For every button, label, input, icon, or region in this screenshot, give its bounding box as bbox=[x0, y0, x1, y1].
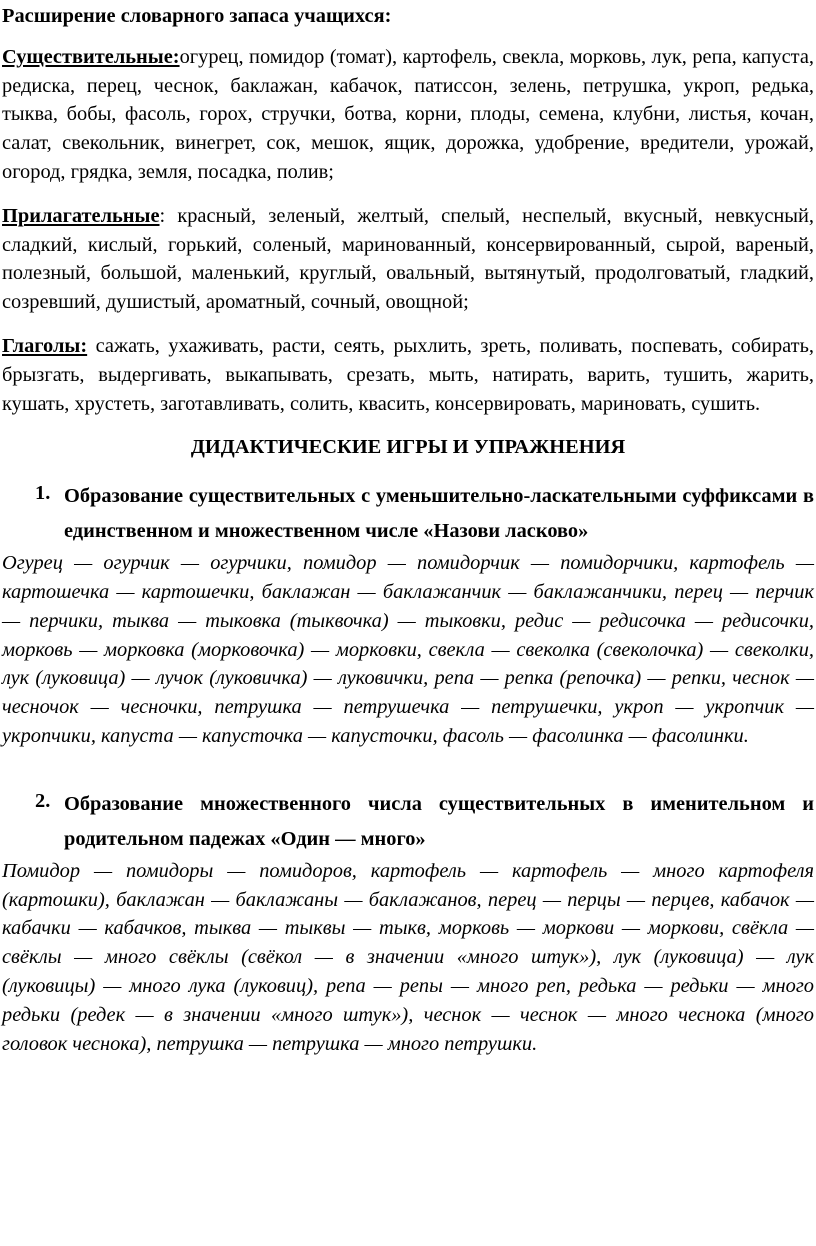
verbs-label: Глаголы: bbox=[2, 334, 88, 357]
adjectives-label: Прилагательные bbox=[2, 204, 160, 227]
exercise-number: 1. bbox=[35, 482, 51, 505]
nouns-paragraph bbox=[2, 43, 814, 187]
verbs-text: сажать, ухаживать, расти, сеять, рыхлить, зреть, поливать, поспевать, собирать, брызгать, выдергивать, выкапывать, срезать, мыть, натирать, варить, тушить, жарить, кушать, хрустеть, заготавливать, солить, квасить, консервировать, мариновать, сушить. bbox=[2, 334, 814, 415]
exercise-1-heading bbox=[35, 479, 814, 549]
exercise-1-example: Огурец — огурчик — огурчики, помидор — помидорчик — помидорчики, картофель — картошечка — картошечки, баклажан — баклажанчик — баклажанчики, перец — перчик — перчики, тыква — тыковка (тыквочка) — тыковки, редис — редисочка — редисочки, морковь — морковка (морковочка) — морковки, свекла — свеколка (свеколочка) — свеколки, лук (луковица) — лучок (луковичка) — луковички, репа — репка (репочка) — репки, чеснок — чесночок — чесночки, петрушка — петрушечка — петрушечки, укроп — укропчик — укропчики, капуста — капусточка — капусточки, фасоль — фасолинка — фасолинки. bbox=[2, 552, 814, 747]
exercise-number: 2. bbox=[35, 789, 51, 812]
adjectives-paragraph bbox=[2, 202, 814, 317]
section-heading: ДИДАКТИЧЕСКИЕ ИГРЫ И УПРАЖНЕНИЯ bbox=[190, 436, 626, 459]
exercise-title: Образование существительных с уменьшительно-ласкательными суффиксами в единственном и множественном числе «Назови ласково» bbox=[64, 485, 814, 543]
exercise-2-heading bbox=[35, 787, 814, 857]
page-title: Расширение словарного запаса учащихся: bbox=[2, 5, 392, 27]
nouns-label: Существительные: bbox=[2, 45, 180, 68]
adjectives-text: : красный, зеленый, желтый, спелый, неспелый, вкусный, невкусный, сладкий, кислый, горький, соленый, маринованный, консервированный, сырой, вареный, полезный, большой, маленький, круглый, овальный, вытянутый, продолговатый, гладкий, созревший, душистый, ароматный, сочный, овощной; bbox=[2, 204, 814, 314]
exercise-2-example: Помидор — помидоры — помидоров, картофель — картофель — много картофеля (картошки), баклажан — баклажаны — баклажанов, перец — перцы — перцев, кабачок — кабачки — кабачков, тыква — тыквы — тыкв, морковь — моркови — моркови, свёкла — свёклы — много свёклы (свёкол — в значении «много штук»), лук (луковица) — лук (луковицы) — много лука (луковиц), репа — репы — много реп, редька — редьки — много редьки (редек — в значении «много штук»), чеснок — чеснок — много чеснока (много головок чеснока), петрушка — петрушка — много петрушки. bbox=[2, 859, 814, 1055]
verbs-paragraph bbox=[2, 332, 814, 418]
nouns-text: огурец, помидор (томат), картофель, свекла, морковь, лук, репа, капуста, редиска, перец, чеснок, баклажан, кабачок, патиссон, зелень, петрушка, укроп, редька, тыква, бобы, фасоль, горох, стручки, ботва, корни, плоды, семена, клубни, листья, кочан, салат, свекольник, винегрет, сок, мешок, ящик, дорожка, удобрение, вредители, урожай, огород, грядка, земля, посадка, полив; bbox=[2, 45, 814, 183]
exercise-title: Образование множественного числа существительных в именительном и родительном падежах «Один — много» bbox=[64, 792, 814, 850]
